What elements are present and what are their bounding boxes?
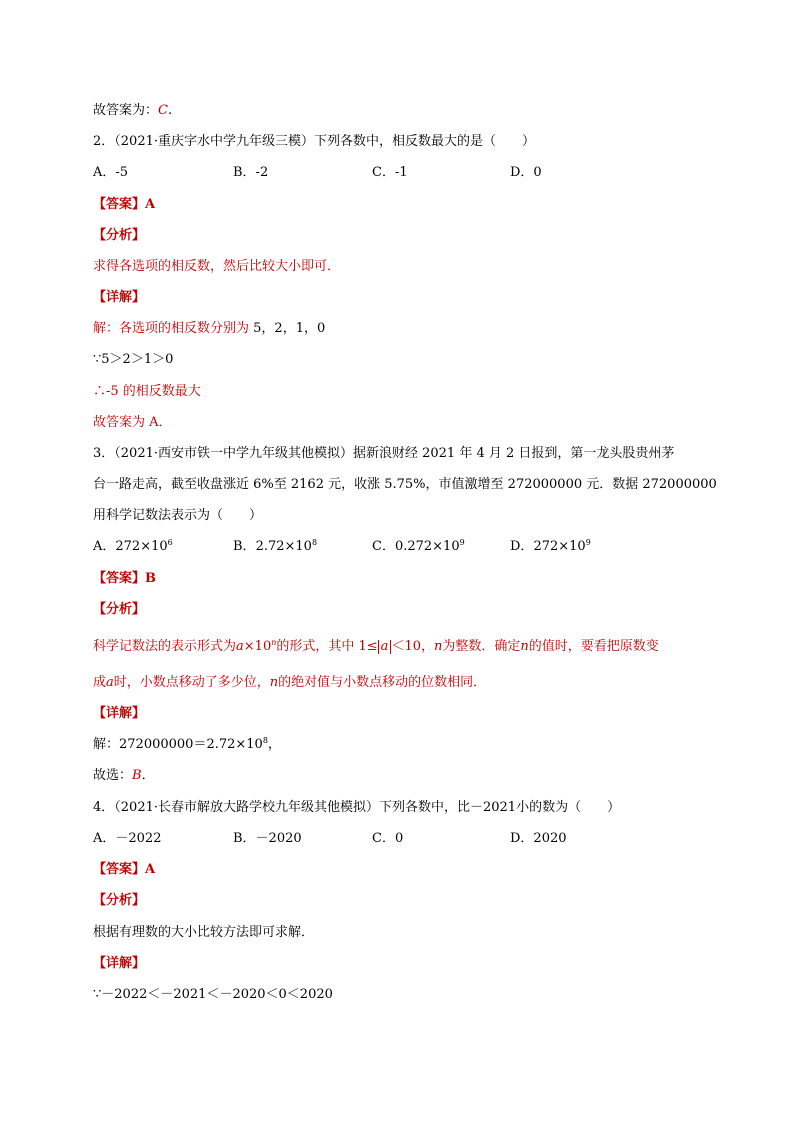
- q4-analysis-text: 根据有理数的大小比较方法即可求解．: [93, 925, 315, 940]
- q3-option-d: D．$272\times 10^9$: [510, 538, 591, 554]
- q3-analysis-label: 【分析】: [93, 602, 146, 617]
- q2-stem: 2．（2021·重庆字水中学九年级三模）下列各数中，相反数最大的是（ ）: [93, 134, 535, 149]
- q3-detail-1: 解：$272000000=2.72\times 10^8$，: [93, 736, 281, 752]
- q3-options: [93, 538, 713, 556]
- q2-detail-1-prefix: 解：各选项的相反数分别为: [93, 321, 250, 336]
- q3-option-a: A．$272\times 10^6$: [93, 538, 173, 554]
- q2-analysis-label: 【分析】: [93, 228, 146, 243]
- q2-detail-3: ∴-5 的相反数最大: [93, 384, 201, 399]
- q2-detail-1-values: 5，2，1，0: [249, 321, 326, 336]
- q1-answer-line: [93, 102, 172, 120]
- q4-option-c: C．0: [372, 831, 404, 846]
- q1-answer-suffix: .: [167, 103, 173, 118]
- q3-analysis-2: 成a时，小数点移动了多少位，n的绝对值与小数点移动的位数相同．: [93, 675, 487, 690]
- q3-detail-2: 故选：B．: [93, 768, 155, 783]
- q3-option-b: B．$2.72\times 10^8$: [233, 538, 318, 554]
- q1-answer-value: C: [158, 103, 168, 118]
- q4-option-a: A．－2022: [93, 831, 162, 846]
- q4-stem: 4．（2021·长春市解放大路学校九年级其他模拟）下列各数中，比－2021小的数为（ ）: [93, 800, 621, 815]
- q2-option-d: D．0: [510, 165, 542, 180]
- q2-detail-1: [93, 320, 325, 338]
- q4-detail-label: 【详解】: [93, 956, 146, 971]
- q1-answer-prefix: 故答案为：: [93, 103, 159, 118]
- q3-answer: 【答案】B: [93, 571, 156, 586]
- q2-analysis-text: 求得各选项的相反数，然后比较大小即可．: [93, 259, 341, 274]
- q3-option-c: C．$0.272\times 10^9$: [372, 538, 465, 554]
- q3-analysis-1: 科学记数法的表示形式为$a\times 10^n$的形式，其中 1≤ a ＜10，n为整数．确定n的值时，要看把原数变: [93, 638, 659, 654]
- q2-option-a: A．-5: [93, 165, 129, 180]
- q2-answer: 【答案】A: [93, 197, 156, 212]
- q2-conclusion: 故答案为 A．: [93, 415, 172, 430]
- q3-stem-3: 用科学记数法表示为（ ）: [93, 508, 263, 523]
- q4-detail-1: ∵－2022＜－2021＜－2020＜0＜2020: [93, 987, 333, 1002]
- q2-detail-label: 【详解】: [93, 290, 146, 305]
- q3-stem-2: 台一路走高，截至收盘涨近 6%至 2162 元，收涨 5.75%，市值激增至 272000000 元．数据 272000000: [93, 477, 717, 492]
- q3-stem-1: 3．（2021·西安市铁一中学九年级其他模拟）据新浪财经 2021 年 4 月 2 日报到，第一龙头股贵州茅: [93, 446, 675, 461]
- q3-detail-label: 【详解】: [93, 706, 146, 721]
- q2-options: [93, 164, 713, 182]
- q4-answer: 【答案】A: [93, 862, 156, 877]
- q2-option-b: B．-2: [233, 165, 269, 180]
- q4-options: [93, 830, 713, 848]
- q4-analysis-label: 【分析】: [93, 893, 146, 908]
- q2-detail-2: ∵5＞2＞1＞0: [93, 352, 174, 367]
- q4-option-b: B．－2020: [233, 831, 302, 846]
- q2-option-c: C．-1: [372, 165, 408, 180]
- q4-option-d: D．2020: [510, 831, 567, 846]
